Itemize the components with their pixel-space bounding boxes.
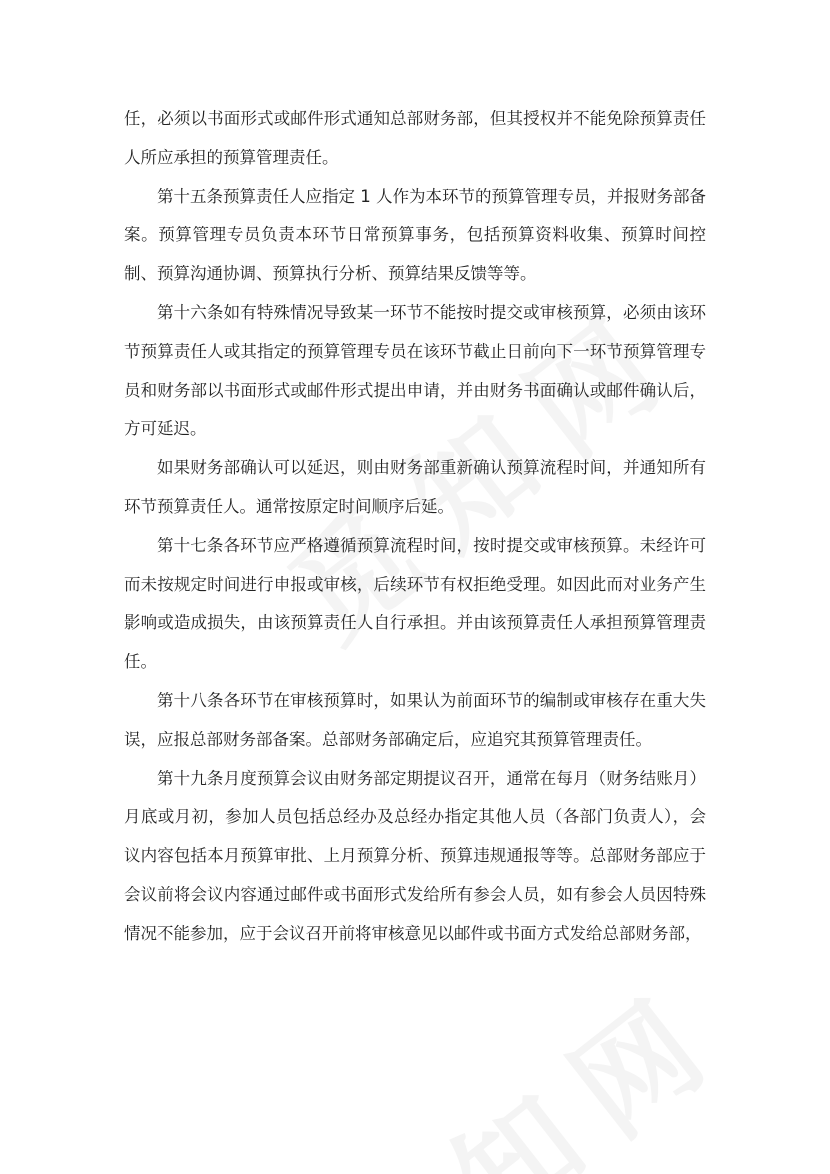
paragraph-article-16: 第十六条如有特殊情况导致某一环节不能按时提交或审核预算，必须由该环节预算责任人或其指定的预算管理专员在该环节截止日前向下一环节预算管理专员和财务部以书面形式或邮件形式提出申请，并由财务书面确认或邮件确认后，方可延迟。 <box>124 302 706 439</box>
paragraph-article-18: 第十八条各环节在审核预算时，如果认为前面环节的编制或审核存在重大失误，应报总部财务部备案。总部财务部确定后，应追究其预算管理责任。 <box>124 690 706 749</box>
paragraph-article-15: 第十五条预算责任人应指定 1 人作为本环节的预算管理专员，并报财务部备案。预算管理专员负责本环节日常预算事务，包括预算资料收集、预算时间控制、预算沟通协调、预算执行分析、预算结果反馈等等。 <box>124 186 706 284</box>
document-body <box>124 100 706 954</box>
watermark <box>295 940 755 1174</box>
paragraph-continuation: 任，必须以书面形式或邮件形式通知总部财务部，但其授权并不能免除预算责任人所应承担的预算管理责任。 <box>124 109 706 167</box>
paragraph-delay-confirmation: 如果财务部确认可以延迟，则由财务部重新确认预算流程时间，并通知所有环节预算责任人。通常按原定时间顺序后延。 <box>124 458 706 516</box>
paragraph-article-19: 第十九条月度预算会议由财务部定期提议召开，通常在每月（财务结账月）月底或月初，参加人员包括总经办及总经办指定其他人员（各部门负责人），会议内容包括本月预算审批、上月预算分析、预算违规通报等等。总部财务部应于会议前将会议内容通过邮件或书面形式发给所有参会人员，如有参会人员因特殊情况不能参加，应于会议召开前将审核意见以邮件或书面方式发给总部财务部， <box>124 768 706 943</box>
paragraph-article-17: 第十七条各环节应严格遵循预算流程时间，按时提交或审核预算。未经许可而未按规定时间进行申报或审核，后续环节有权拒绝受理。如因此而对业务产生影响或造成损失，由该预算责任人自行承担。并由该预算责任人承担预算管理责任。 <box>124 535 706 672</box>
